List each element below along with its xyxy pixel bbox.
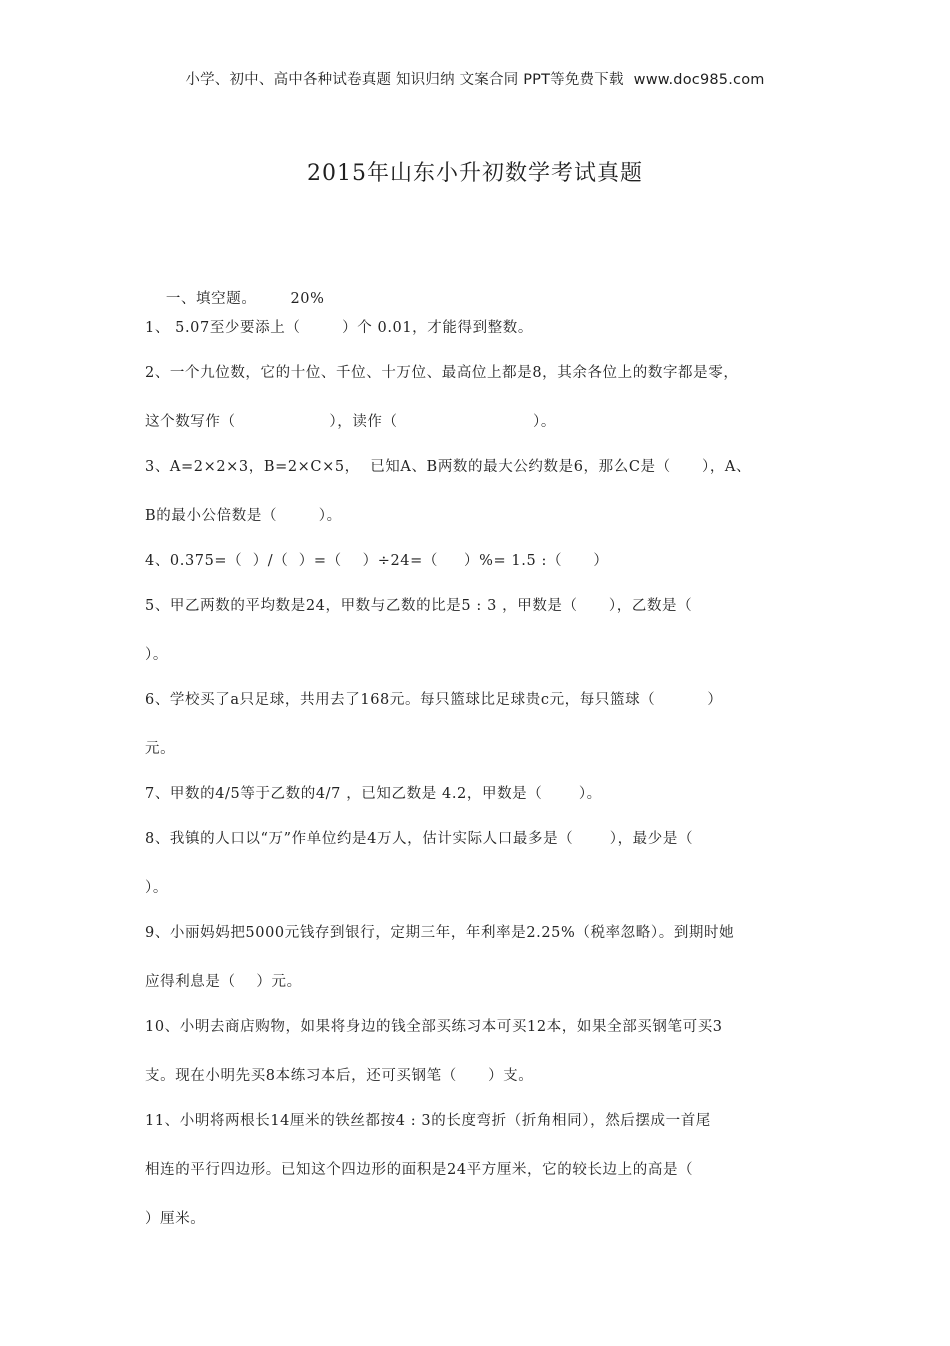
question-10-line-1: 10、小明去商店购物，如果将身边的钱全部买练习本可买12本，如果全部买钢笔可买3 bbox=[145, 1019, 723, 1035]
page-header bbox=[0, 68, 950, 89]
question-2-line-2: 这个数写作（ ），读作（ ）。 bbox=[145, 414, 557, 430]
question-7-line: 7、甲数的4/5等于乙数的4/7 ，已知乙数是 4.2，甲数是（ ）。 bbox=[145, 786, 602, 802]
question-10-line-2: 支。现在小明先买8本练习本后，还可买钢笔（ ）支。 bbox=[145, 1068, 534, 1084]
question-6-line-1: 6、学校买了a只足球，共用去了168元。每只篮球比足球贵c元，每只篮球（ ） bbox=[145, 692, 723, 708]
section-title: 一、填空题。 bbox=[165, 291, 257, 307]
question-11-line-1: 11、小明将两根长14厘米的铁丝都按4 : 3的长度弯折（折角相同），然后摆成一首尾 bbox=[145, 1113, 711, 1129]
question-8-line-1: 8、我镇的人口以“万”作单位约是4万人，估计实际人口最多是（ ），最少是（ bbox=[145, 831, 694, 847]
question-5-line-1: 5、甲乙两数的平均数是24，甲数与乙数的比是5 : 3 ，甲数是（ ），乙数是（ bbox=[145, 598, 693, 614]
question-5-line-2: ）。 bbox=[145, 647, 168, 663]
header-text: 小学、初中、高中各种试卷真题 知识归纳 文案合同 PPT等免费下载 bbox=[185, 72, 624, 88]
question-3-line-1: 3、A=2×2×3，B=2×C×5， 已知A、B两数的最大公约数是6，那么C是（ ），A、 bbox=[145, 459, 752, 475]
question-11-line-3: ）厘米。 bbox=[145, 1211, 206, 1227]
question-2-line-1: 2、一个九位数，它的十位、千位、十万位、最高位上都是8，其余各位上的数字都是零， bbox=[145, 365, 739, 381]
page-title: 2015年山东小升初数学考试真题 bbox=[307, 161, 643, 186]
section-score: 20% bbox=[290, 291, 325, 307]
header-url-link[interactable]: www.doc985.com bbox=[633, 72, 765, 88]
question-4-line: 4、0.375=（ ）/（ ）=（ ）÷24=（ ）%= 1.5 :（ ） bbox=[145, 553, 609, 569]
question-8-line-2: ）。 bbox=[145, 880, 168, 896]
question-1-line: 1、 5.07至少要添上（ ）个 0.01，才能得到整数。 bbox=[145, 320, 533, 336]
question-3-line-2: B的最小公倍数是（ ）。 bbox=[145, 508, 342, 524]
question-11-line-2: 相连的平行四边形。已知这个四边形的面积是24平方厘米，它的较长边上的高是（ bbox=[145, 1162, 694, 1178]
question-9-line-1: 9、小丽妈妈把5000元钱存到银行，定期三年，年利率是2.25%（税率忽略）。到期时她 bbox=[145, 925, 735, 941]
question-9-line-2: 应得利息是（ ）元。 bbox=[145, 974, 302, 990]
question-6-line-2: 元。 bbox=[145, 741, 176, 757]
